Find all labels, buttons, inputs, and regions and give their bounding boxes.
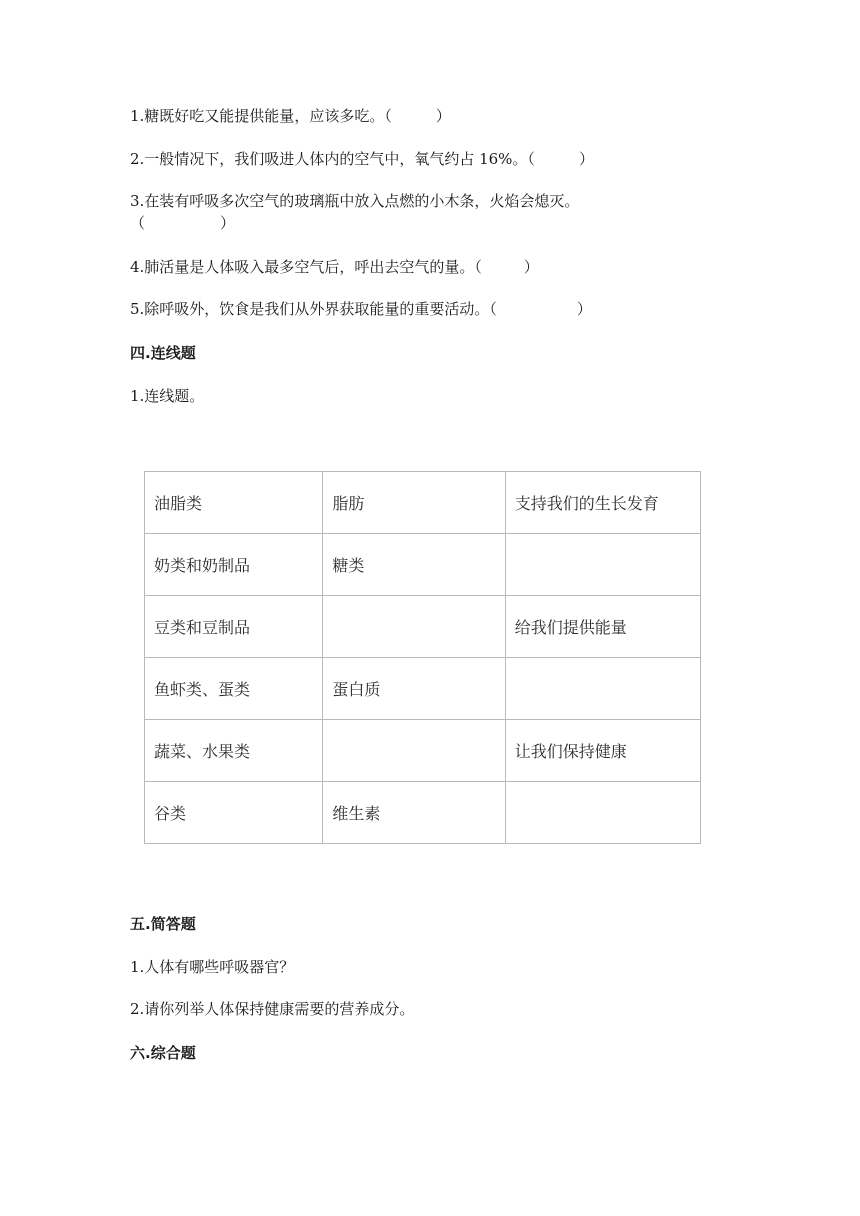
table-cell: 蔬菜、水果类: [145, 720, 323, 782]
judgement-item-1-text: 1.糖既好吃又能提供能量，应该多吃。（: [130, 107, 392, 125]
judgement-item-2: [130, 149, 594, 169]
judgement-item-3-paren: [130, 213, 235, 233]
table-cell: 奶类和奶制品: [145, 534, 323, 596]
judgement-item-3-text: 3.在装有呼吸多次空气的玻璃瓶中放入点燃的小木条，火焰会熄灭。: [130, 192, 580, 210]
table-cell: [323, 720, 505, 782]
table-cell: [505, 534, 700, 596]
section4-heading: 四.连线题: [130, 344, 196, 362]
table-cell: 蛋白质: [323, 658, 505, 720]
section5-question-2: 2.请你列举人体保持健康需要的营养成分。: [130, 1000, 415, 1018]
table-cell: 支持我们的生长发育: [505, 472, 700, 534]
table-cell: 豆类和豆制品: [145, 596, 323, 658]
table-row: [145, 596, 701, 658]
judgement-item-5: [130, 299, 592, 319]
section4-question: 1.连线题。: [130, 387, 205, 405]
judgement-item-5-close: ）: [576, 300, 592, 318]
table-cell: 让我们保持健康: [505, 720, 700, 782]
judgement-item-5-text: 5.除呼吸外，饮食是我们从外界获取能量的重要活动。（: [130, 300, 497, 318]
table-cell: 糖类: [323, 534, 505, 596]
section6-heading: 六.综合题: [130, 1044, 196, 1062]
section5-question-1: 1.人体有哪些呼吸器官？: [130, 958, 295, 976]
table-cell: [323, 596, 505, 658]
judgement-item-1-close: ）: [435, 107, 451, 125]
table-cell: [505, 782, 700, 844]
matching-table: [144, 471, 701, 844]
table-cell: 给我们提供能量: [505, 596, 700, 658]
judgement-item-4-close: ）: [523, 258, 539, 276]
table-cell: 维生素: [323, 782, 505, 844]
table-cell: 脂肪: [323, 472, 505, 534]
judgement-item-2-text: 2.一般情况下，我们吸进人体内的空气中，氧气约占 16%。（: [130, 150, 535, 168]
table-row: [145, 658, 701, 720]
table-cell: 鱼虾类、蛋类: [145, 658, 323, 720]
table-row: [145, 472, 701, 534]
judgement-item-2-close: ）: [578, 150, 594, 168]
table-cell: 谷类: [145, 782, 323, 844]
table-cell: 油脂类: [145, 472, 323, 534]
table-cell: [505, 658, 700, 720]
table-row: [145, 782, 701, 844]
judgement-item-3: [130, 191, 579, 211]
judgement-item-1: [130, 106, 451, 126]
section5-heading: 五.简答题: [130, 915, 196, 933]
table-row: [145, 534, 701, 596]
judgement-item-4-text: 4.肺活量是人体吸入最多空气后，呼出去空气的量。（: [130, 258, 482, 276]
judgement-item-4: [130, 257, 539, 277]
judgement-item-3-close: （ ）: [130, 214, 236, 232]
table-row: [145, 720, 701, 782]
